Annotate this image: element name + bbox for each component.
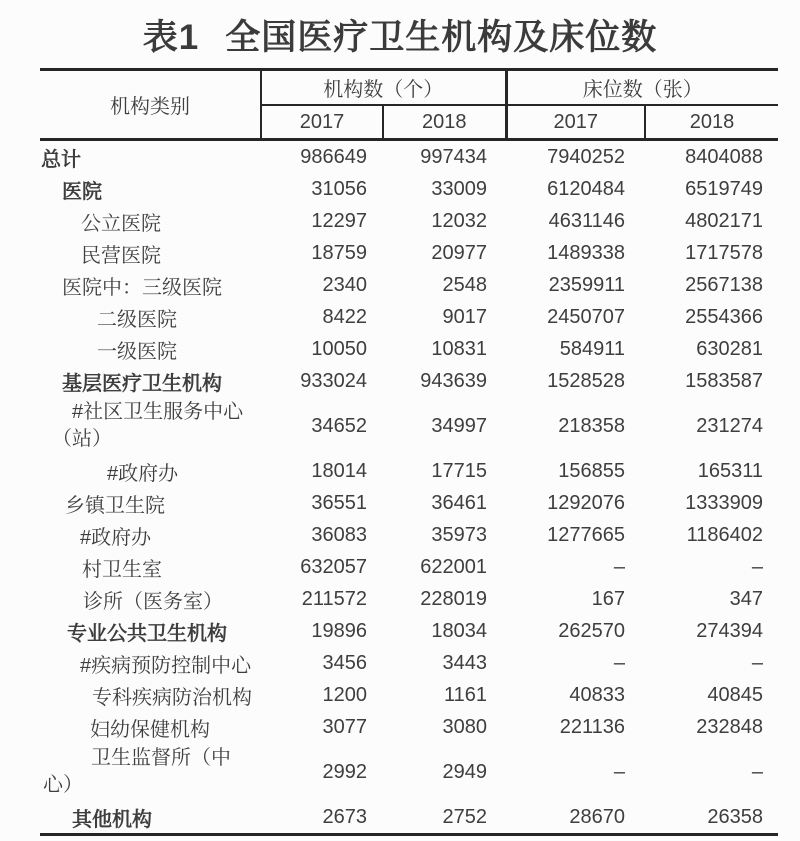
- row-label: #社区卫生服务中心 （站）: [52, 401, 244, 450]
- cell-value: 2567138: [685, 273, 763, 296]
- table-row: [40, 333, 778, 365]
- cell-value: 2992: [322, 760, 367, 783]
- cell-value: 997434: [420, 145, 487, 168]
- cell-value: 36083: [311, 523, 367, 546]
- cell-value: 1717578: [685, 241, 763, 264]
- cell-value: 10831: [431, 337, 487, 360]
- row-label: #疾病预防控制中心: [80, 654, 252, 677]
- cell-value: 2359911: [548, 273, 625, 296]
- cell-value: 2340: [322, 273, 367, 296]
- cell-value: 1583587: [685, 369, 763, 392]
- cell-value: 274394: [696, 619, 763, 642]
- cell-value: 18759: [311, 241, 367, 264]
- row-label: 村卫生室: [82, 558, 162, 581]
- cell-value: 231274: [696, 414, 763, 437]
- table-row: [40, 237, 778, 269]
- cell-value: 228019: [420, 587, 487, 610]
- table-row: [40, 397, 778, 455]
- row-label: #政府办: [107, 462, 179, 485]
- table-row: [40, 455, 778, 487]
- cell-value: 218358: [558, 414, 625, 437]
- stats-table: [40, 68, 778, 836]
- row-label: 基层医疗卫生机构: [62, 372, 222, 395]
- cell-value: 156855: [558, 459, 625, 482]
- cell-value: 167: [591, 587, 625, 610]
- cell-value: 36461: [431, 491, 487, 514]
- row-label: 公立医院: [81, 212, 161, 235]
- cell-value: 19896: [311, 619, 367, 642]
- cell-value: 31056: [311, 177, 367, 200]
- table-row: [40, 801, 778, 835]
- cell-value: 2548: [442, 273, 487, 296]
- row-label: 妇幼保健机构: [90, 718, 210, 741]
- row-label: 医院: [62, 180, 102, 203]
- table-row: [40, 615, 778, 647]
- page-title: [0, 0, 800, 68]
- cell-value: 221136: [559, 715, 625, 738]
- header-row-groups: [40, 70, 778, 106]
- cell-value: 34652: [311, 414, 367, 437]
- row-label: 专业公共卫生机构: [67, 622, 227, 645]
- cell-value: 1161: [443, 683, 487, 706]
- table-row: [40, 269, 778, 301]
- cell-value: –: [613, 760, 625, 783]
- cell-value: 3077: [322, 715, 367, 738]
- cell-value: 1277665: [547, 523, 625, 546]
- cell-value: 2673: [322, 805, 367, 828]
- cell-value: 2949: [442, 760, 487, 783]
- cell-value: 1333909: [685, 491, 763, 514]
- cell-value: 584911: [559, 337, 625, 360]
- cell-value: 3456: [322, 651, 367, 674]
- cell-value: 40845: [707, 683, 763, 706]
- cell-value: 26358: [707, 805, 763, 828]
- cell-value: 18034: [431, 619, 487, 642]
- column-header-year-institutions-2017: 2017: [261, 105, 383, 140]
- row-label: #政府办: [80, 526, 152, 549]
- cell-value: 630281: [696, 337, 763, 360]
- cell-value: 6519749: [685, 177, 763, 200]
- cell-value: 40833: [569, 683, 625, 706]
- cell-value: 33009: [431, 177, 487, 200]
- table-row: [40, 551, 778, 583]
- cell-value: 34997: [431, 414, 487, 437]
- row-label: 其他机构: [72, 808, 152, 831]
- cell-value: –: [613, 651, 625, 674]
- cell-value: 165311: [697, 459, 763, 482]
- cell-value: –: [751, 760, 763, 783]
- cell-value: 9017: [442, 305, 487, 328]
- cell-value: 35973: [431, 523, 487, 546]
- cell-value: 10050: [311, 337, 367, 360]
- table-row: [40, 679, 778, 711]
- cell-value: 12032: [431, 209, 487, 232]
- title-prefix: 表1: [142, 18, 200, 57]
- cell-value: 986649: [300, 145, 367, 168]
- table-row: [40, 301, 778, 333]
- table-row: [40, 711, 778, 743]
- cell-value: 211572: [301, 587, 367, 610]
- table-row: [40, 487, 778, 519]
- cell-value: 1528528: [547, 369, 625, 392]
- row-label: 二级医院: [97, 308, 177, 331]
- table-row: [40, 647, 778, 679]
- column-group-beds: 床位数（张）: [506, 70, 778, 106]
- cell-value: 8422: [322, 305, 367, 328]
- table-header: [40, 70, 778, 140]
- cell-value: 4802171: [685, 209, 763, 232]
- row-label: 诊所（医务室）: [83, 590, 223, 613]
- cell-value: –: [613, 555, 625, 578]
- cell-value: 17715: [431, 459, 487, 482]
- title-text: 全国医疗卫生机构及床位数: [225, 18, 658, 57]
- cell-value: 933024: [300, 369, 367, 392]
- cell-value: 6120484: [547, 177, 625, 200]
- cell-value: 4631146: [548, 209, 625, 232]
- cell-value: 7940252: [547, 145, 625, 168]
- table-row: [40, 205, 778, 237]
- table-row: [40, 140, 778, 174]
- cell-value: 8404088: [685, 145, 763, 168]
- cell-value: 20977: [431, 241, 487, 264]
- column-header-year-institutions-2018: 2018: [383, 105, 506, 140]
- column-group-institutions: 机构数（个）: [261, 70, 506, 106]
- cell-value: 2752: [442, 805, 487, 828]
- cell-value: –: [751, 651, 763, 674]
- row-label: 卫生监督所（中 心）: [43, 747, 231, 796]
- cell-value: 36551: [311, 491, 367, 514]
- table-row: [40, 743, 778, 801]
- table-row: [40, 519, 778, 551]
- cell-value: –: [751, 555, 763, 578]
- cell-value: 1200: [322, 683, 367, 706]
- row-label: 一级医院: [97, 340, 177, 363]
- column-header-year-beds-2017: 2017: [506, 105, 645, 140]
- column-header-year-beds-2018: 2018: [645, 105, 778, 140]
- table-row: [40, 365, 778, 397]
- cell-value: 12297: [311, 209, 367, 232]
- cell-value: 622001: [420, 555, 487, 578]
- table-row: [40, 173, 778, 205]
- cell-value: 3080: [442, 715, 487, 738]
- row-label: 专科疾病防治机构: [92, 686, 252, 709]
- row-label: 总计: [41, 148, 81, 171]
- cell-value: 28670: [569, 805, 625, 828]
- table-row: [40, 583, 778, 615]
- cell-value: 943639: [420, 369, 487, 392]
- cell-value: 632057: [300, 555, 367, 578]
- column-header-category: 机构类别: [40, 70, 261, 140]
- cell-value: 1186402: [686, 523, 763, 546]
- cell-value: 232848: [696, 715, 763, 738]
- cell-value: 1292076: [547, 491, 625, 514]
- cell-value: 18014: [311, 459, 367, 482]
- cell-value: 2554366: [685, 305, 763, 328]
- cell-value: 2450707: [547, 305, 625, 328]
- cell-value: 1489338: [547, 241, 625, 264]
- cell-value: 347: [729, 587, 763, 610]
- row-label: 民营医院: [81, 244, 161, 267]
- row-label: 乡镇卫生院: [65, 494, 165, 517]
- table-body: [40, 140, 778, 835]
- cell-value: 3443: [442, 651, 487, 674]
- cell-value: 262570: [558, 619, 625, 642]
- row-label: 医院中：三级医院: [62, 276, 222, 299]
